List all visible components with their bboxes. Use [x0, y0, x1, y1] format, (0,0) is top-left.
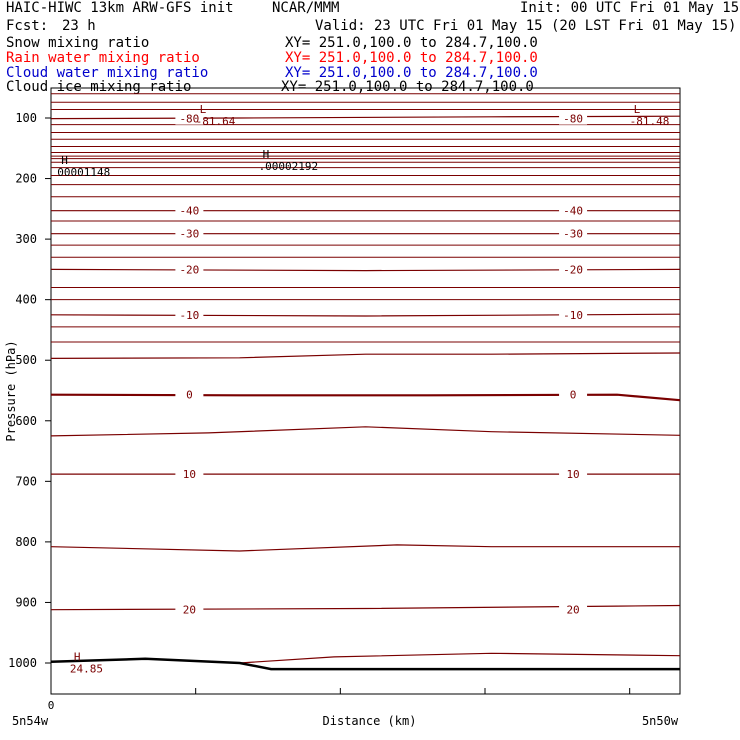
y-tick-label: 300	[15, 232, 37, 247]
isotherm-label: -10	[179, 308, 200, 322]
organization-label: NCAR/MMM	[272, 0, 340, 16]
isotherm-label: -20	[179, 263, 200, 277]
high-low-value: -81.64	[195, 115, 236, 129]
isotherm-label: -40	[563, 204, 584, 218]
high-low-value: -81.48	[629, 115, 670, 129]
high-low-value: 24.85	[69, 662, 103, 676]
y-tick-label: 1000	[8, 656, 37, 670]
field-xy-rain: XY= 251.0,100.0 to 284.7,100.0	[285, 50, 538, 66]
y-tick-label: 800	[15, 534, 37, 549]
high-low-marker: H	[262, 147, 270, 161]
isotherm-label: 0	[569, 388, 577, 402]
model-title: HAIC-HIWC 13km ARW-GFS init	[6, 0, 234, 16]
isotherm-label: 20	[566, 603, 580, 617]
contour-line	[51, 353, 680, 358]
valid-time: Valid: 23 UTC Fri 01 May 15 (20 LST Fri 01 May 15)	[315, 18, 737, 34]
high-low-value: .00002192	[258, 159, 319, 173]
contour-line	[240, 653, 680, 663]
high-low-marker: L	[633, 103, 641, 117]
isotherm-label: -30	[563, 227, 584, 241]
y-tick-label: 500	[15, 353, 37, 368]
isotherm-label: -20	[563, 263, 584, 277]
field-name-rain: Rain water mixing ratio	[6, 50, 200, 66]
field-name-cloud-water: Cloud water mixing ratio	[6, 65, 209, 81]
high-low-marker: H	[73, 650, 81, 664]
forecast-hour: 23 h	[62, 18, 96, 34]
init-time: Init: 00 UTC Fri 01 May 15	[520, 0, 740, 16]
y-tick-label: 900	[15, 595, 37, 610]
high-low-value: 00001148	[57, 166, 111, 180]
high-low-marker: H	[61, 154, 68, 168]
field-name-cloud-ice: Cloud ice mixing ratio	[6, 79, 192, 95]
x-left-location-label: 5n54w	[11, 714, 49, 728]
field-xy-cloud-ice: XY= 251.0,100.0 to 284.7,100.0	[281, 79, 534, 95]
isotherm-label: 10	[566, 468, 580, 482]
isotherm-label: -10	[563, 308, 584, 322]
y-tick-label: 200	[15, 171, 37, 186]
forecast-label: Fcst:	[6, 18, 49, 34]
field-name-snow: Snow mixing ratio	[6, 35, 150, 51]
surface-line	[51, 659, 680, 669]
high-low-marker: L	[199, 103, 207, 117]
x-right-location-label: 5n50w	[641, 714, 679, 728]
y-tick-label: 700	[15, 474, 37, 489]
field-xy-snow: XY= 251.0,100.0 to 284.7,100.0	[285, 35, 538, 51]
isotherm-label: -40	[179, 204, 200, 218]
isotherm-label: 20	[182, 603, 197, 617]
isotherm-label: 0	[186, 388, 193, 402]
contour-line	[51, 545, 680, 551]
x-axis-label: Distance (km)	[322, 714, 417, 728]
isotherm-label: 10	[182, 468, 197, 482]
isotherm-label: -80	[563, 112, 584, 126]
field-xy-cloud-water: XY= 251.0,100.0 to 284.7,100.0	[285, 65, 538, 81]
y-tick-label: 100	[15, 111, 37, 125]
contour-line	[51, 427, 680, 436]
isotherm-label: -30	[179, 227, 200, 241]
isotherm-label: -80	[179, 112, 200, 126]
y-axis-label: Pressure (hPa)	[4, 340, 18, 442]
x-start-tick-label: 0	[47, 699, 55, 712]
y-tick-label: 600	[15, 413, 37, 428]
y-tick-label: 400	[15, 292, 37, 307]
